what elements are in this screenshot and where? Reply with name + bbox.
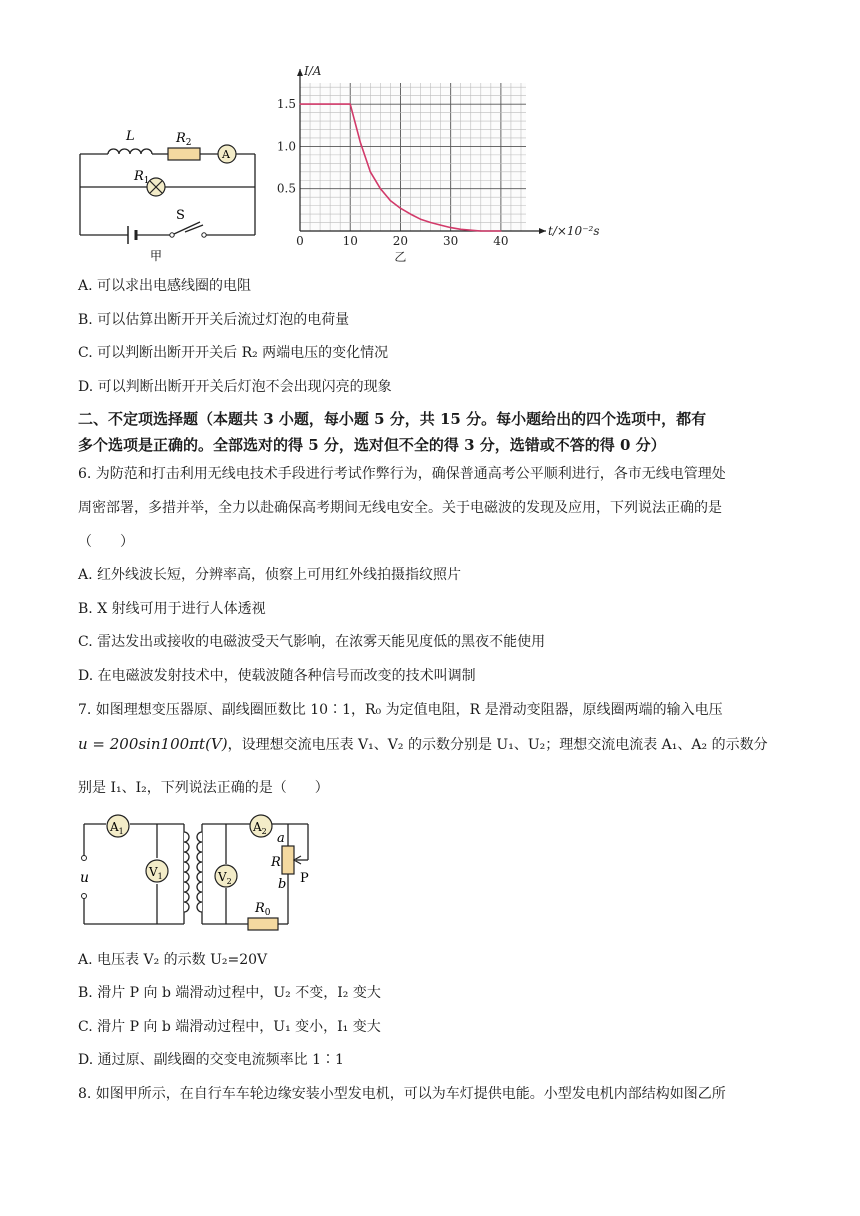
section-heading-line2: 多个选项是正确的。全部选对的得 5 分，选对但不全的得 3 分，选错或不答的得 0 分） — [78, 436, 666, 454]
label-a: A — [222, 148, 230, 161]
data-point — [350, 104, 351, 105]
primary-coil — [184, 832, 189, 912]
q6-stem-line1: 6. 为防范和打击利用无线电技术手段进行考试作弊行为，确保普通高考公平顺利进行，各市无线电管理处 — [78, 466, 726, 482]
label-u: u — [80, 870, 90, 886]
y-tick-label: 0.5 — [276, 181, 296, 196]
label-b-terminal: b — [278, 877, 287, 892]
x-tick-label: 40 — [493, 234, 509, 248]
q6-stem-line3: （ ） — [78, 534, 134, 550]
data-point — [370, 171, 371, 172]
label-r1: R — [134, 169, 144, 184]
q5-option-d: D. 可以判断出断开开关后灯泡不会出现闪亮的现象 — [78, 379, 392, 395]
label-r2: R — [176, 131, 186, 146]
chart-plot-area — [300, 83, 526, 231]
resistor-r0 — [248, 918, 278, 930]
data-point — [299, 104, 300, 105]
resistor-r2 — [168, 148, 200, 160]
label-s: S — [176, 208, 185, 223]
secondary-coil — [197, 832, 202, 912]
svg-text:V1: $V_1$ — [149, 865, 163, 881]
label-l: L — [126, 129, 135, 144]
q6-option-d: D. 在电磁波发射技术中，使载波随各种信号而改变的技术叫调制 — [78, 668, 476, 684]
data-point — [480, 230, 481, 231]
label-r0: R — [255, 901, 265, 916]
q7-stem-line1: 7. 如图理想变压器原、副线圈匝数比 10∶1，R₀ 为定值电阻，R 是滑动变阻器，原线圈两端的输入电压 — [78, 702, 723, 718]
data-point — [400, 208, 401, 209]
q5-option-a: A. 可以求出电感线圈的电阻 — [78, 278, 252, 294]
data-point — [430, 222, 431, 223]
y-tick-label: 1.5 — [276, 97, 296, 112]
q7-stem-line3: 别是 I₁、I₂，下列说法正确的是（ ） — [78, 780, 329, 796]
figure-jia-circuit — [70, 118, 270, 268]
svg-text:R0: $R_0$ — [255, 901, 271, 918]
y-axis-label: I/A — [304, 66, 322, 78]
data-point — [360, 142, 361, 143]
q7-formula: u = 200sin100πt(V) — [78, 735, 228, 753]
x-axis-label: t/×10⁻²s — [548, 224, 600, 238]
q6-option-a: A. 红外线波长短，分辨率高，侦察上可用红外线拍摄指纹照片 — [78, 567, 462, 583]
data-point — [420, 219, 421, 220]
q5-option-b: B. 可以估算出断开开关后流过灯泡的电荷量 — [78, 312, 350, 328]
q6-option-c: C. 雷达发出或接收的电磁波受天气影响，在浓雾天能见度低的黑夜不能使用 — [78, 634, 546, 650]
svg-text:R1: $R_1$ — [134, 169, 150, 186]
q7-stem-line2-rest: ，设理想交流电压表 V₁、V₂ 的示数分别是 U₁、U₂；理想交流电流表 A₁、A₂ 的示数分 — [227, 737, 768, 753]
svg-text:R2: $R_2$ — [176, 131, 192, 148]
x-axis-arrow — [539, 228, 546, 234]
y-tick-label: 1.0 — [276, 139, 296, 154]
q7-option-d: D. 通过原、副线圈的交变电流频率比 1∶1 — [78, 1052, 344, 1068]
caption-jia: 甲 — [150, 249, 163, 263]
q7-option-b: B. 滑片 P 向 b 端滑动过程中，U₂ 不变，I₂ 变大 — [78, 985, 381, 1001]
chart-caption: 乙 — [394, 250, 407, 264]
q5-option-c: C. 可以判断出断开开关后 R₂ 两端电压的变化情况 — [78, 345, 389, 361]
data-point — [460, 229, 461, 230]
q8-stem-line1: 8. 如图甲所示，在自行车车轮边缘安装小型发电机，可以为车灯提供电能。小型发电机内部结构如图乙所 — [78, 1086, 726, 1102]
q6-option-b: B. X 射线可用于进行人体透视 — [78, 601, 266, 617]
x-tick-label: 0 — [296, 234, 304, 248]
q6-stem-line2: 周密部署，多措并举，全力以赴确保高考期间无线电安全。关于电磁波的发现及应用，下列说法正确的是 — [78, 500, 722, 516]
y-axis-arrow — [297, 69, 303, 76]
data-point — [440, 224, 441, 225]
x-tick-label: 10 — [342, 234, 358, 248]
data-point — [380, 188, 381, 189]
label-p: P — [300, 871, 309, 886]
section-heading-line1: 二、不定项选择题（本题共 3 小题，每小题 5 分，共 15 分。每小题给出的四个选项中，都有 — [78, 410, 707, 428]
data-point — [390, 200, 391, 201]
x-tick-label: 20 — [392, 234, 409, 248]
q7-option-a: A. 电压表 V₂ 的示数 U₂=20V — [78, 952, 268, 968]
data-point — [450, 227, 451, 228]
inductor-coil — [108, 149, 152, 154]
figure-yi-chart — [272, 66, 602, 272]
x-tick-label: 30 — [443, 234, 459, 248]
svg-text:A2: $A_2$ — [253, 820, 267, 836]
data-point — [410, 213, 411, 214]
q7-option-c: C. 滑片 P 向 b 端滑动过程中，U₁ 变小，I₁ 变大 — [78, 1019, 381, 1035]
label-a-terminal: a — [277, 831, 285, 846]
q7-stem-line2 — [78, 734, 768, 755]
rheostat-r — [282, 846, 294, 874]
svg-text:A1: $A_1$ — [110, 820, 124, 836]
data-point — [470, 230, 471, 231]
data-point — [500, 230, 501, 231]
svg-text:V2: $V_2$ — [218, 870, 232, 886]
figure-transformer-circuit — [72, 812, 332, 938]
label-r: R — [271, 855, 281, 870]
